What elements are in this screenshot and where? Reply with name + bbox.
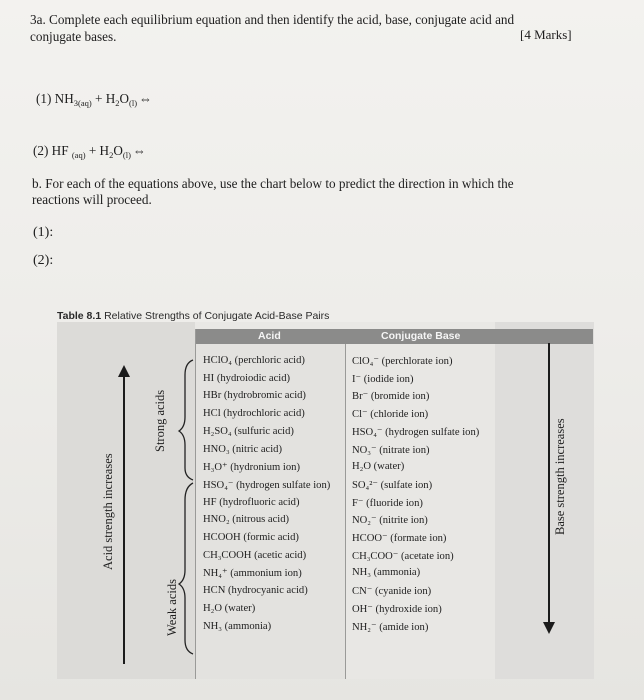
strong-acids-bracket [179,360,193,480]
table-cell-acid: HCN (hydrocyanic acid) [203,585,308,597]
table-cell-base: NH₃ (ammonia) [352,567,421,579]
equation-1: (1) $NH_{3(aq)} + H_2O_{(l)}$ ⇔ [36,91,153,108]
base-strength-label: Base strength increases [553,418,567,535]
table-cell-acid: NH₃ (ammonia) [203,620,272,632]
table-cell-base: HSO₄⁻ (hydrogen sulfate ion) [352,426,480,438]
equilibrium-arrow-icon: ⇔ [139,91,153,106]
answer-1-label: (1): [33,225,54,240]
table-cell-base: OH⁻ (hydroxide ion) [352,603,442,615]
column-divider [345,344,346,679]
question-3a-line2: conjugate bases. [30,29,117,44]
table-cell-acid: HCl (hydrochloric acid) [203,408,305,420]
table-cell-base: Br⁻ (bromide ion) [352,391,430,403]
arrow-down-icon [543,622,555,634]
table-cell-base: CN⁻ (cyanide ion) [352,586,432,598]
table-cell-acid: H₃O⁺ (hydronium ion) [203,462,300,474]
weak-acids-bracket [179,483,193,654]
table-cell-base: NH₂⁻ (amide ion) [352,621,429,633]
equilibrium-arrow-icon: ⇔ [132,143,146,158]
table-cell-acid: HF (hydrofluoric acid) [203,496,300,508]
table-cell-base: NO₃⁻ (nitrate ion) [352,444,430,456]
table-cell-base: SO₄²⁻ (sulfate ion) [352,479,433,491]
table-cell-acid: CH₃COOH (acetic acid) [203,549,307,561]
answer-2-label: (2): [33,253,54,268]
strong-acids-label: Strong acids [153,389,167,452]
header-conjugate-base: Conjugate Base [381,330,461,342]
table-cell-acid: HNO₃ (nitric acid) [203,443,282,455]
table-cell-base: F⁻ (fluoride ion) [352,497,423,509]
table-cell-acid: HClO₄ (perchloric acid) [203,355,305,366]
table-cell-acid: NH₄⁺ (ammonium ion) [203,568,302,580]
marks-label: [4 Marks] [520,27,572,42]
table-cell-base: H₂O (water) [352,461,405,473]
table-cell-acid: HNO₂ (nitrous acid) [203,514,290,526]
table-cell-base: I⁻ (iodide ion) [352,373,414,385]
question-3a-line1: 3a. Complete each equilibrium equation and then identify the acid, base, conjugate acid and [30,12,515,27]
acid-strength-arrow [123,376,125,664]
table-title: Table 8.1 Relative Strengths of Conjugate Acid-Base Pairs [57,310,330,322]
table-cell-acid: H₂O (water) [203,602,256,614]
part-b-line1: b. For each of the equations above, use the chart below to predict the direction in which the [32,176,514,191]
table-cell-acid: HI (hydroiodic acid) [203,372,291,384]
table-cell-acid: H₂SO₄ (sulfuric acid) [203,425,294,437]
table-cell-base: HCOO⁻ (formate ion) [352,533,447,544]
part-b-line2: reactions will proceed. [32,192,152,207]
table-cell-base: NO₂⁻ (nitrite ion) [352,515,428,527]
equation-2: (2) HF $_{(aq)} + H_2O_{(l)}$ ⇔ [33,143,146,160]
table-cell-base: Cl⁻ (chloride ion) [352,409,429,421]
table-cell-acid: HBr (hydrobromic acid) [203,390,306,402]
table-cell-base: ClO₄⁻ (perchlorate ion) [352,356,453,367]
acid-strength-label: Acid strength increases [101,453,115,570]
bracket-group [175,355,199,665]
table-cell-acid: HCOOH (formic acid) [203,532,299,543]
weak-acids-label: Weak acids [165,579,179,636]
header-acid: Acid [258,330,281,342]
table-cell-acid: HSO₄⁻ (hydrogen sulfate ion) [203,479,331,491]
table-cell-base: CH₃COO⁻ (acetate ion) [352,550,454,562]
base-strength-arrow [548,343,550,626]
